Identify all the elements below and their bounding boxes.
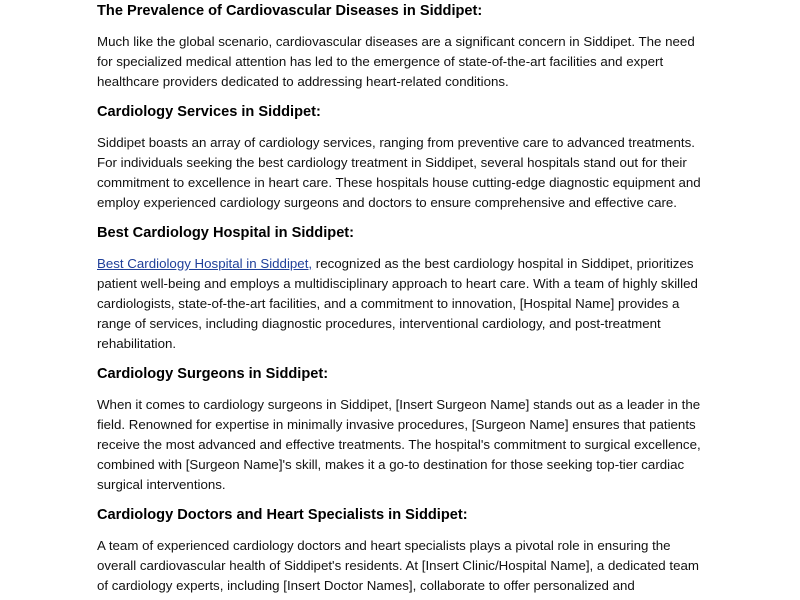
document-page bbox=[97, 0, 707, 596]
section-prevalence bbox=[97, 1, 707, 92]
section-paragraph: Siddipet boasts an array of cardiology services, ranging from preventive care to advanced treatments. For individuals seeking the best cardiology treatment in Siddipet, several hospitals stand out for their commitment to excellence in heart care. These hospitals house cutting-edge diagnostic equipment and employ experienced cardiology surgeons and doctors to ensure comprehensive and effective care. bbox=[97, 135, 701, 210]
section-heading: Cardiology Surgeons in Siddipet: bbox=[97, 366, 329, 382]
section-doctors-specialists bbox=[97, 505, 707, 596]
section-surgeons bbox=[97, 364, 707, 495]
section-paragraph-text: recognized as the best cardiology hospital in Siddipet, prioritizes patient well-being and employs a multidisciplinary approach to heart care. With a team of highly skilled cardiologists, state-of-the-art facilities, and a commitment to innovation, [Hospital Name] provides a range of services, including diagnostic procedures, interventional cardiology, and post-treatment rehabilitation. bbox=[97, 256, 698, 351]
section-heading: Cardiology Doctors and Heart Specialists in Siddipet: bbox=[97, 507, 468, 523]
section-paragraph: A team of experienced cardiology doctors and heart specialists plays a pivotal role in ensuring the overall cardiovascular health of Siddipet's residents. At [Insert Clinic/Hospital Name], a dedicated team of cardiology experts, including [Insert Doctor Names], collaborate to offer personalized and bbox=[97, 538, 699, 593]
section-best-hospital bbox=[97, 223, 707, 354]
section-cardiology-services bbox=[97, 102, 707, 213]
section-heading: Cardiology Services in Siddipet: bbox=[97, 104, 321, 120]
best-hospital-link[interactable]: Best Cardiology Hospital in Siddipet, bbox=[97, 256, 313, 271]
section-paragraph bbox=[97, 254, 707, 354]
section-heading: Best Cardiology Hospital in Siddipet: bbox=[97, 225, 355, 241]
section-paragraph: When it comes to cardiology surgeons in Siddipet, [Insert Surgeon Name] stands out as a leader in the field. Renowned for expertise in minimally invasive procedures, [Surgeon Name] ensures that patients receive the most advanced and effective treatments. The hospital's commitment to surgical excellence, combined with [Surgeon Name]'s skill, makes it a go-to destination for those seeking top-tier cardiac surgical interventions. bbox=[97, 397, 701, 492]
section-paragraph: Much like the global scenario, cardiovascular diseases are a significant concern in Siddipet. The need for specialized medical attention has led to the emergence of state-of-the-art facilities and expert healthcare providers dedicated to addressing heart-related conditions. bbox=[97, 34, 695, 89]
section-heading: The Prevalence of Cardiovascular Diseases in Siddipet: bbox=[97, 3, 483, 19]
